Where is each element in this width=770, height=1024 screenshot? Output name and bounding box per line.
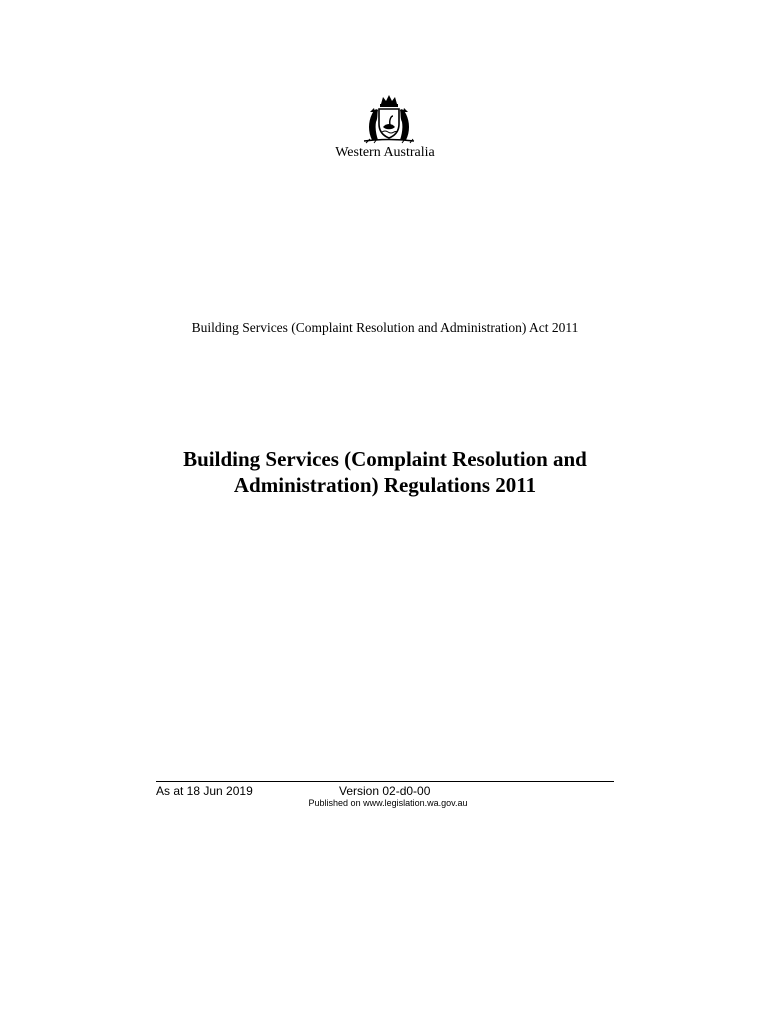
jurisdiction-name: Western Australia	[335, 145, 435, 160]
as-at-date: As at 18 Jun 2019	[156, 784, 253, 798]
coat-of-arms-icon	[356, 94, 422, 144]
document-title-line-2: Administration) Regulations 2011	[233, 473, 537, 497]
document-title-line-1: Building Services (Complaint Resolution and	[183, 447, 587, 471]
footer-divider	[156, 781, 614, 782]
published-notice: Published on www.legislation.wa.gov.au	[308, 798, 468, 808]
enabling-act-name: Building Services (Complaint Resolution and Administration) Act 2011	[191, 320, 579, 335]
version-number: Version 02-d0-00	[339, 784, 431, 798]
document-title	[100, 446, 670, 498]
